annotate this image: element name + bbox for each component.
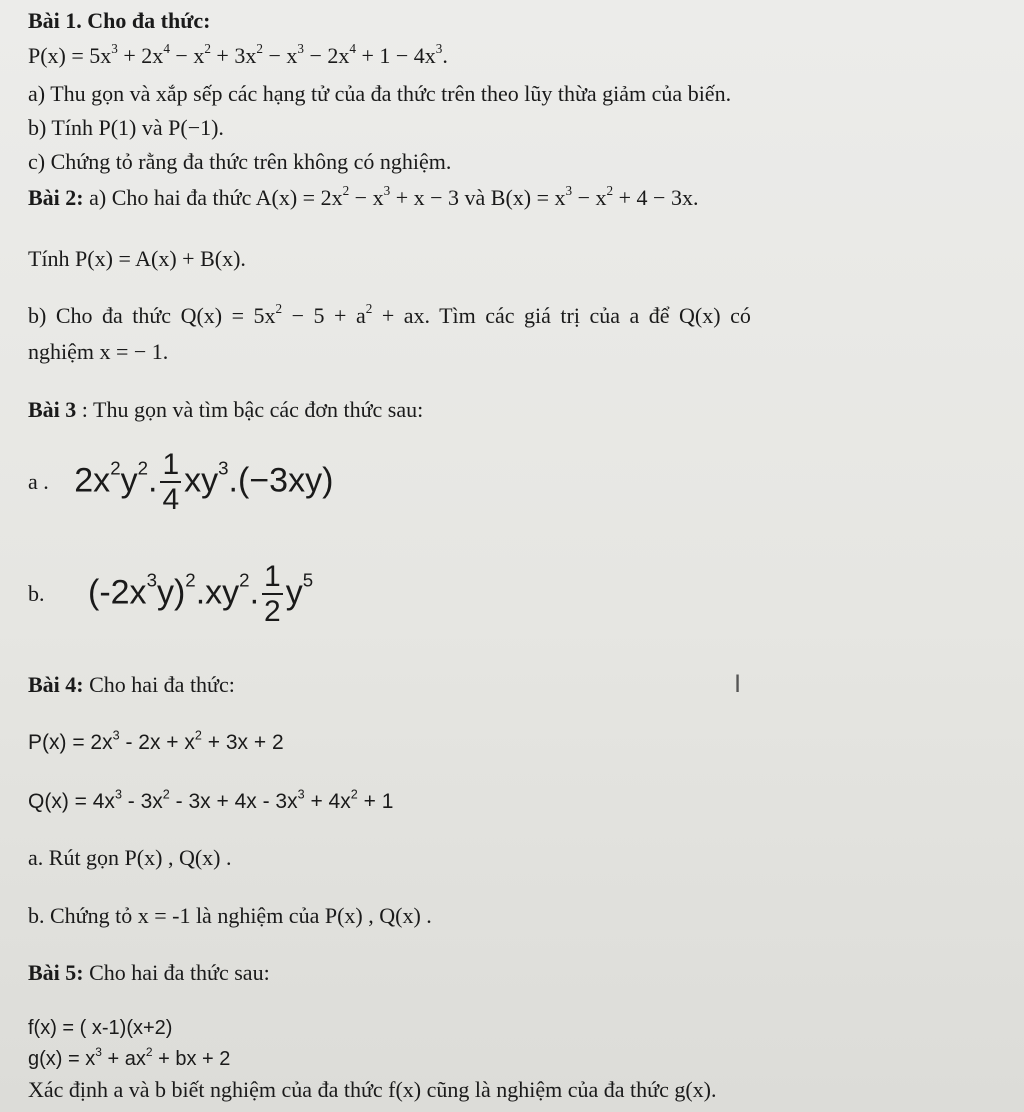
fraction-one-half: $\frac{1}{2}$ xyxy=(264,560,281,628)
bai4-polynomial-q: $Q(x) = 4x^3 - 3x^2 - 3x + 4x - 3x^3 + 4x^2 + 1$ xyxy=(28,787,394,813)
bai1-part-b: b) Tính P(1) và P(−1). xyxy=(28,115,224,140)
bai5-g: $g(x) = x^3 + ax^2$ + bx + 2 xyxy=(28,1045,231,1070)
text-cursor-icon: I xyxy=(734,670,742,698)
bai3-item-a: a . $2x^2y^2$. $\frac{1}{4}$ $xy^3.(-3xy)$ xyxy=(28,448,334,516)
bai3-label-a: a . xyxy=(28,469,49,495)
bai4-part-b: b. Chứng tỏ x = -1 là nghiệm của P(x) , Q(x) . xyxy=(28,903,432,928)
bai4-polynomial-p: $P(x) = 2x^3 - 2x + x^2 + 3x + 2$ xyxy=(28,728,284,754)
bai1-heading: Bài 1. Cho đa thức: xyxy=(28,8,211,33)
bai3-label-b: b. xyxy=(28,581,45,607)
bai1-part-a: a) Thu gọn và xắp sếp các hạng tử của đa thức trên theo lũy thừa giảm của biến. xyxy=(28,81,732,106)
bai4-heading: Bài 4: Cho hai đa thức: xyxy=(28,672,235,697)
fraction-one-quarter: $\frac{1}{4}$ xyxy=(162,448,180,516)
bai1-polynomial: $P(x) = 5x^3 + 2x^4 - x^2 + 3x^2 - x^3 - 2x^4 + 1 - 4x^3$. xyxy=(28,41,448,68)
bai3-heading: Bài 3 : Thu gọn và tìm bậc các đơn thức sau: xyxy=(28,397,424,422)
bai2-compute: Tính P(x) = A(x) + B(x). xyxy=(28,246,246,271)
bai5-heading: Bài 5: Cho hai đa thức sau: xyxy=(28,960,270,985)
bai4-part-a: a. Rút gọn P(x) , Q(x) . xyxy=(28,845,232,870)
bai5-f: f(x) = ( x-1)(x+2) xyxy=(28,1017,173,1039)
bai3-item-b: b. $(-2x^3y)^2.xy^2$. $\frac{1}{2}$ $y^5$ xyxy=(28,560,314,628)
bai2-part-b-line1: b) Cho đa thức $Q(x) = 5x^2 - 5 + a^2$ + ax. Tìm các giá trị của a để Q(x) có xyxy=(28,301,751,328)
bai1-part-c: c) Chứng tỏ rằng đa thức trên không có nghiệm. xyxy=(28,149,452,174)
bai2-heading: Bài 2: a) Cho hai đa thức $A(x) = 2x^2 - x^3 + x - 3$ và $B(x) = x^3 - x^2 + 4 - 3x$. xyxy=(28,183,699,210)
bai2-part-b-line2: nghiệm x = − 1. xyxy=(28,339,169,364)
bai5-task: Xác định a và b biết nghiệm của đa thức f(x) cũng là nghiệm của đa thức g(x). xyxy=(28,1077,717,1102)
